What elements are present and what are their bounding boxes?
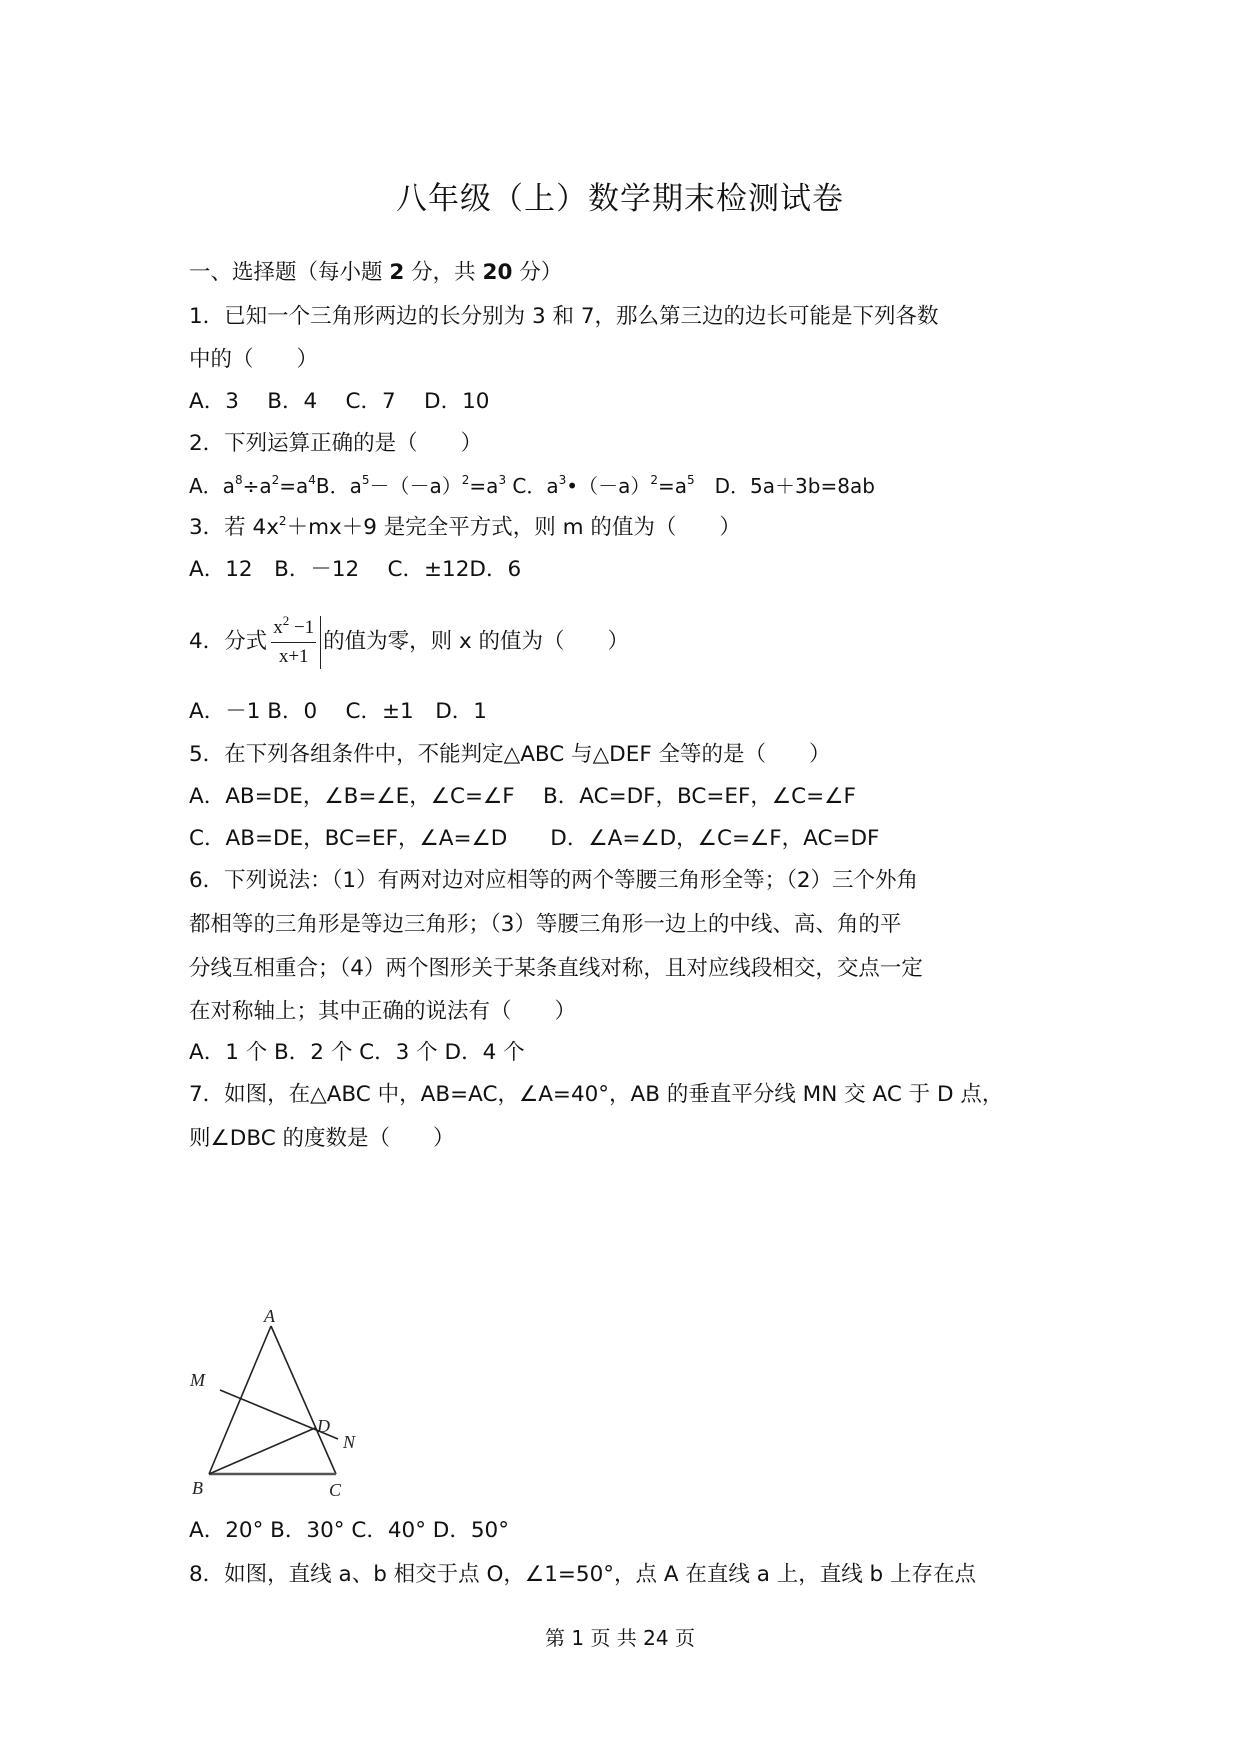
question-1-text-line-2: 中的（ ） [189,347,319,372]
triangle-figure [186,1306,364,1504]
question-7-text-line-2: 则∠DBC 的度数是（ ） [189,1126,455,1151]
question-3-options: A．12 B．－12 C．±12D．6 [189,557,522,582]
question-5-options-line-2: C．AB=DE，BC=EF，∠A=∠D D．∠A=∠D，∠C=∠F，AC=DF [189,826,880,851]
question-1-options: A．3 B．4 C．7 D．10 [189,389,490,414]
question-7-text-line-1: 7．如图，在△ABC 中，AB=AC，∠A=40°，AB 的垂直平分线 MN 交 AC 于 D 点， [189,1082,1004,1107]
question-7-options: A．20° B．30° C．40° D．50° [189,1518,509,1543]
question-6-text-line-3: 分线互相重合；（4）两个图形关于某条直线对称，且对应线段相交，交点一定 [189,956,923,981]
label-a: A [264,1306,275,1326]
question-2-options: A．$a^8\div a^2=a^4B$．$a^5-(-a)^2=a^3$ C．$a^3•(-a)^2=a^5$ D．5a＋3b=8ab [189,473,875,498]
question-6-text-line-4: 在对称轴上；其中正确的说法有（ ） [189,999,577,1024]
question-5-options-line-1: A．AB=DE，∠B=∠E，∠C=∠F B．AC=DF，BC=EF，∠C=∠F [189,784,856,809]
label-c: C [329,1480,342,1500]
question-3-text: 3．若 $4x^2+mx+9$ 是完全平方式，则 m 的值为（ ） [189,514,741,540]
question-1-text-line-1: 1．已知一个三角形两边的长分别为 3 和 7，那么第三边的边长可能是下列各数 [189,304,939,329]
question-5-text: 5．在下列各组条件中，不能判定△ABC 与△DEF 全等的是（ ） [189,742,831,767]
page-title: 八年级（上）数学期末检测试卷 [396,181,844,217]
question-6-text-line-1: 6．下列说法：（1）有两对边对应相等的两个等腰三角形全等；（2）三个外角 [189,868,919,893]
question-6-options: A．1 个 B．2 个 C．3 个 D．4 个 [189,1040,525,1065]
label-b: B [192,1478,203,1498]
label-n: N [343,1432,356,1452]
question-4-text: 4．分式 $\frac{x^2 -1}{x+1}$ 的值为零，则 x 的值为（ ） [189,612,630,667]
label-d: D [317,1416,330,1436]
section-heading: 一、选择题（每小题 2 分，共 20 分） [189,260,563,285]
page-footer: 第 1 页 共 24 页 [545,1626,695,1650]
question-4-options: A．－1 B．0 C．±1 D．1 [189,699,487,724]
question-8-text-line-1: 8．如图，直线 a、b 相交于点 O，∠1=50°，点 A 在直线 a 上，直线 b 上存在点 [189,1562,977,1587]
question-6-text-line-2: 都相等的三角形是等边三角形；（3）等腰三角形一边上的中线、高、角的平 [189,912,902,937]
fraction-expression: $\frac{x^2 -1}{x+1}$ [267,616,321,669]
question-2-text: 2．下列运算正确的是（ ） [189,431,483,456]
label-m: M [190,1370,205,1390]
